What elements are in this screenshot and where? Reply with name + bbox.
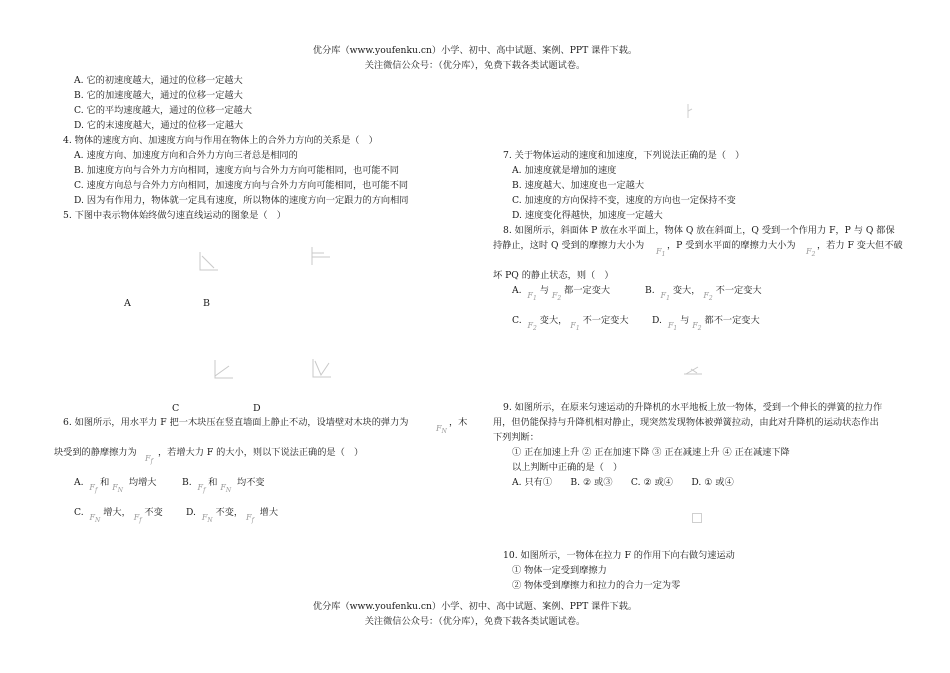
q6-option-c: C. $F_N$ 增大， $F_f$ 不变 xyxy=(74,507,163,524)
q8-incline-figure xyxy=(683,364,703,376)
q3-option-d: D. 它的末速度越大，通过的位移一定越大 xyxy=(74,120,244,131)
q8-line-2-part-1: 持静止，这时 Q 受到的摩擦力大小为 xyxy=(493,240,645,251)
q4-option-d: D. 因为有作用力，物体就一定具有速度，所以物体的速度方向一定跟力的方向相同 xyxy=(74,195,409,206)
q4-stem: 4. 物体的速度方向、加速度方向与作用在物体上的合外力方向的关系是（ ） xyxy=(63,135,378,146)
q5-graph-d xyxy=(311,357,333,379)
normal-force-symbol: $F_N$ xyxy=(436,424,447,435)
q5-graph-b xyxy=(310,245,332,267)
q6-option-d: D. $F_N$ 不变， $F_f$ 增大 xyxy=(186,507,279,524)
q3-option-a: A. 它的初速度越大，通过的位移一定越大 xyxy=(74,75,243,86)
q7-option-a: A. 加速度就是增加的速度 xyxy=(512,165,617,176)
footer-line-2: 关注微信公众号：（优分库），免费下载各类试题试卷。 xyxy=(364,616,586,627)
q9-line-1: 9. 如图所示，在原来匀速运动的升降机的水平地板上放一物体，受到一个伸长的弹簧的拉力作 xyxy=(503,402,883,413)
q5-graph-a xyxy=(198,250,220,272)
q8-line-3: 坏 PQ 的静止状态，则（ ） xyxy=(493,270,614,281)
q6-stem-part-1: 6. 如图所示，用水平力 F 把一木块压在竖直墙面上静止不动，设墙壁对木块的弹力为 xyxy=(63,417,409,428)
q5-label-d: D xyxy=(253,403,261,414)
q4-option-c: C. 速度方向总与合外力方向相同，加速度方向与合外力方向可能相同，也可能不同 xyxy=(74,180,409,191)
q9-line-2: 用，但仍能保持与升降机相对静止，现突然发现物体被弹簧拉动，由此对升降机的运动状态作出 xyxy=(493,417,879,428)
q8-line-2-part-2: ，P 受到水平面的摩擦力大小为 xyxy=(667,240,796,251)
q8-option-c: C. $F_2$ 变大， $F_1$ 不一定变大 xyxy=(512,315,629,332)
q8-option-b: B. $F_1$ 变大， $F_2$ 不一定变大 xyxy=(645,285,762,302)
q6-stem-part-4: ，若增大力 F 的大小，则以下说法正确的是（ ） xyxy=(158,447,364,458)
q5-graph-c xyxy=(213,358,235,380)
q9-options: A. 只有① B. ② 或③ C. ② 或④ D. ① 或④ xyxy=(512,477,734,488)
f1-symbol: $F_1$ xyxy=(656,247,666,258)
q10-item-2: ② 物体受到摩擦力和拉力的合力一定为零 xyxy=(512,580,681,591)
q6-option-b: B. $F_f$ 和 $F_N$ 均不变 xyxy=(182,477,265,494)
footer-line-1: 优分库（www.youfenku.cn）小学、初中、高中试题、案例、PPT 课件下载。 xyxy=(312,601,638,612)
q5-label-b: B xyxy=(203,298,210,309)
header-line-2: 关注微信公众号：（优分库），免费下载各类试题试卷。 xyxy=(364,60,586,71)
q5-label-c: C xyxy=(172,403,180,414)
q7-option-d: D. 速度变化得越快，加速度一定越大 xyxy=(512,210,663,221)
friction-force-symbol: $F_f$ xyxy=(145,454,153,465)
f2-symbol: $F_2$ xyxy=(806,247,816,258)
q8-line-1: 8. 如图所示，斜面体 P 放在水平面上，物体 Q 放在斜面上，Q 受到一个作用力 F，P 与 Q 都保 xyxy=(503,225,895,236)
q3-option-b: B. 它的加速度越大，通过的位移一定越大 xyxy=(74,90,243,101)
q9-line-4: ① 正在加速上升 ② 正在加速下降 ③ 正在减速上升 ④ 正在减速下降 xyxy=(512,447,790,458)
q8-option-a: A. $F_1$ 与 $F_2$ 都一定变大 xyxy=(512,285,611,302)
q8-line-2-part-3: ，若力 F 变大但不破 xyxy=(817,240,903,251)
q3-option-c: C. 它的平均速度越大，通过的位移一定越大 xyxy=(74,105,252,116)
q9-line-3: 下列判断： xyxy=(493,432,539,443)
q6-stem-part-2: ，木 xyxy=(449,417,468,428)
q5-stem: 5. 下图中表示物体始终做匀速直线运动的图象是（ ） xyxy=(63,210,286,221)
q10-stem: 10. 如图所示，一物体在拉力 F 的作用下向右做匀速运动 xyxy=(503,550,735,561)
q9-line-5: 以上判断中正确的是（ ） xyxy=(512,462,623,473)
q7-option-c: C. 加速度的方向保持不变，速度的方向也一定保持不变 xyxy=(512,195,736,206)
q4-option-a: A. 速度方向、加速度方向和合外力方向三者总是相同的 xyxy=(74,150,298,161)
q9-elevator-figure xyxy=(691,512,703,524)
q4-option-b: B. 加速度方向与合外力方向相同，速度方向与合外力方向可能相同，也可能不同 xyxy=(74,165,399,176)
q6-stem-part-3: 块受到的静摩擦力为 xyxy=(54,447,137,458)
q6-figure xyxy=(684,103,694,119)
q5-label-a: A xyxy=(124,298,131,309)
q7-stem: 7. 关于物体运动的速度和加速度，下列说法正确的是（ ） xyxy=(503,150,745,161)
q8-option-d: D. $F_1$ 与 $F_2$ 都不一定变大 xyxy=(652,315,760,332)
header-line-1: 优分库（www.youfenku.cn）小学、初中、高中试题、案例、PPT 课件下载。 xyxy=(312,45,638,56)
q10-item-1: ① 物体一定受到摩擦力 xyxy=(512,565,607,576)
q7-option-b: B. 速度越大、加速度也一定越大 xyxy=(512,180,645,191)
q6-option-a: A. $F_f$ 和 $F_N$ 均增大 xyxy=(74,477,157,494)
